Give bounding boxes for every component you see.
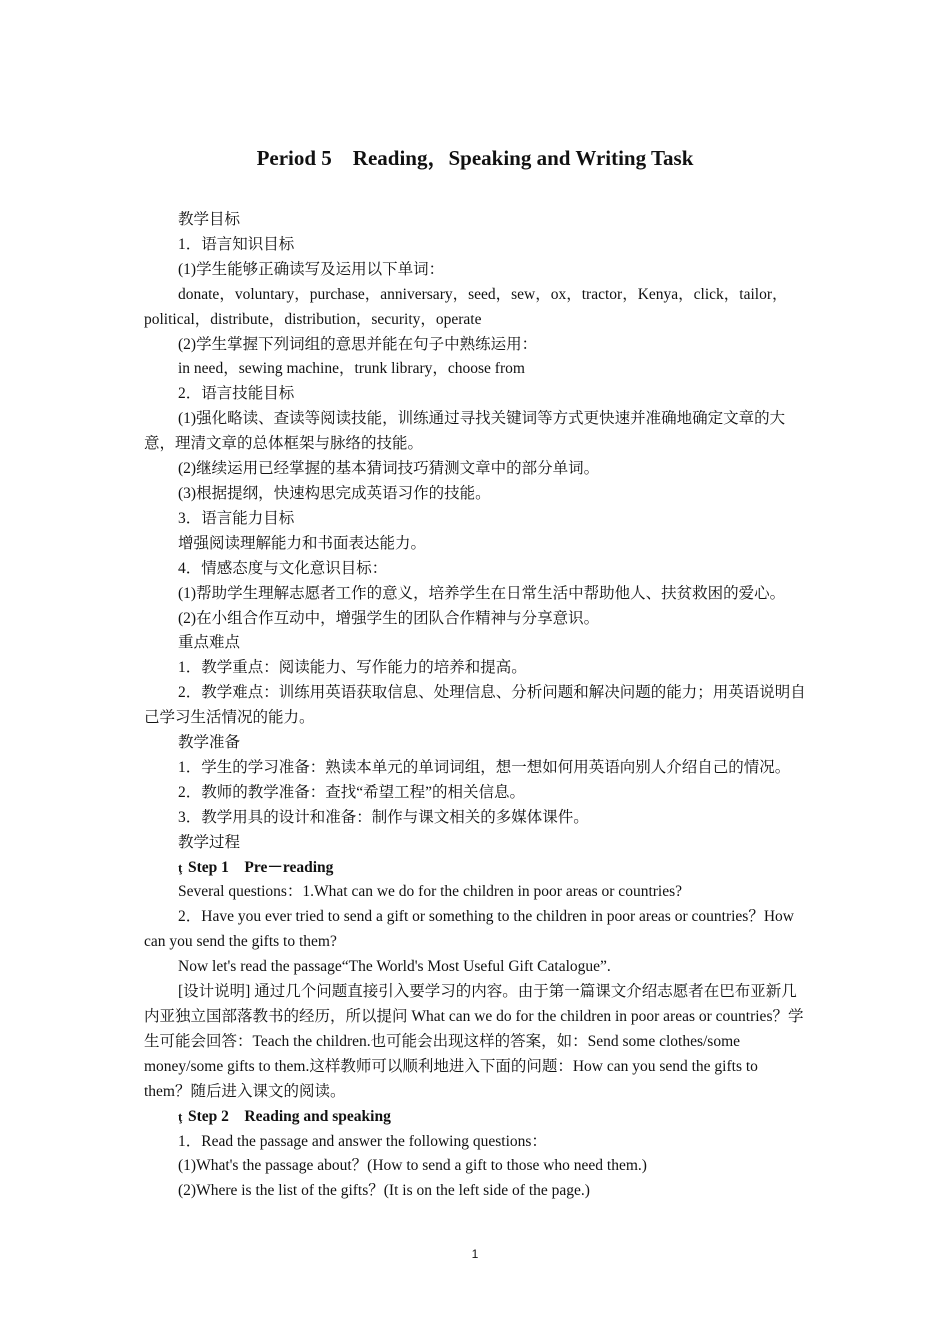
- paragraph: 增强阅读理解能力和书面表达能力。: [178, 534, 427, 552]
- paragraph: 2．Have you ever tried to send a gift or something to the children in poor areas or countries？How can you send the gifts to them?: [144, 908, 798, 951]
- step-2-heading: [144, 1105, 808, 1130]
- paragraph: (1)学生能够正确读写及运用以下单词：: [178, 260, 445, 278]
- paragraph: (2)继续运用已经掌握的基本猜词技巧猜测文章中的部分单词。: [178, 460, 600, 478]
- paragraph: 2．教学难点：训练用英语获取信息、处理信息、分析问题和解决问题的能力；用英语说明自己学习生活情况的能力。: [144, 684, 806, 727]
- step-marker-icon: ţ: [178, 1108, 183, 1124]
- paragraph: (3)根据提纲，快速构思完成英语习作的技能。: [178, 484, 491, 502]
- section-heading-key-points: 重点难点: [178, 634, 241, 652]
- paragraph: 1．教学重点：阅读能力、写作能力的培养和提高。: [178, 659, 527, 677]
- phrase-list: in need，sewing machine，trunk library，choose from: [178, 360, 525, 378]
- paragraph: (1)What's the passage about？(How to send a gift to those who need them.): [178, 1157, 647, 1175]
- objective-heading-knowledge: 1．语言知识目标: [178, 235, 295, 253]
- step-2-title: Step 2 Reading and speaking: [188, 1107, 391, 1125]
- section-heading-preparation: 教学准备: [178, 734, 241, 752]
- objective-heading-ability: 3．语言能力目标: [178, 509, 295, 527]
- objective-heading-skills: 2．语言技能目标: [178, 385, 295, 403]
- paragraph: Several questions：1.What can we do for the children in poor areas or countries?: [178, 883, 683, 901]
- vocabulary-list: donate，voluntary，purchase，anniversary，seed，sew，ox，tractor，Kenya，click，tailor，political，distribute，distribution，security，operate: [144, 285, 788, 328]
- step-1-heading: [144, 856, 808, 881]
- step-1-title: Step 1 Pre－reading: [188, 858, 334, 876]
- page-title: Period 5 Reading，Speaking and Writing Task: [256, 146, 694, 170]
- section-heading-objectives: 教学目标: [178, 211, 241, 228]
- paragraph: (1)帮助学生理解志愿者工作的意义，培养学生在日常生活中帮助他人、扶贫救困的爱心。: [178, 584, 786, 602]
- paragraph: (2)Where is the list of the gifts？(It is on the left side of the page.): [178, 1182, 590, 1200]
- paragraph: 1．学生的学习准备：熟读本单元的单词词组，想一想如何用英语向别人介绍自己的情况。: [178, 758, 791, 776]
- section-heading-process: 教学过程: [178, 833, 241, 851]
- paragraph: 1．Read the passage and answer the following questions：: [178, 1132, 547, 1150]
- paragraph: Now let's read the passage“The World's Most Useful Gift Catalogue”.: [178, 958, 611, 976]
- paragraph: (2)学生掌握下列词组的意思并能在句子中熟练运用：: [178, 335, 538, 353]
- document-body: [144, 208, 808, 1204]
- step-marker-icon: ţ: [178, 859, 183, 875]
- paragraph: (2)在小组合作互动中，增强学生的团队合作精神与分享意识。: [178, 609, 600, 627]
- design-note: [设计说明] 通过几个问题直接引入要学习的内容。由于第一篇课文介绍志愿者在巴布亚新几内亚独立国部落教书的经历，所以提问 What can we do for the children in poor areas or countries？学生可能会回答：Teach the children.也可能会出现这样的答案，如：Send some clothes/some money/some gifts to them.这样教师可以顺利地进入下面的问题：How can you send the gifts to them？随后进入课文的阅读。: [144, 983, 804, 1100]
- paragraph: (1)强化略读、查读等阅读技能，训练通过寻找关键词等方式更快速并准确地确定文章的大意，理清文章的总体框架与脉络的技能。: [144, 410, 786, 453]
- paragraph: 2．教师的教学准备：查找“希望工程”的相关信息。: [178, 783, 526, 801]
- page-number: 1: [471, 1247, 479, 1261]
- objective-heading-attitude: 4．情感态度与文化意识目标：: [178, 559, 388, 577]
- paragraph: 3．教学用具的设计和准备：制作与课文相关的多媒体课件。: [178, 808, 589, 826]
